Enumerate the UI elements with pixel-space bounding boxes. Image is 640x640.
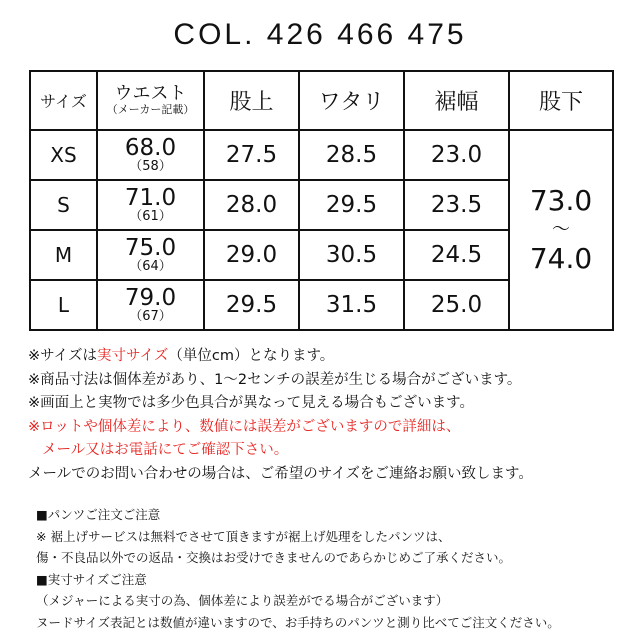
header-waist-label: ウエスト bbox=[114, 83, 187, 105]
note-unit-prefix: ※サイズは bbox=[28, 348, 97, 364]
size-label: S bbox=[30, 180, 97, 230]
note-unit bbox=[28, 345, 628, 369]
waist-value: 79.0 bbox=[124, 285, 177, 311]
size-label: M bbox=[30, 230, 97, 280]
waist-value: 75.0 bbox=[124, 235, 177, 261]
note-unit-suffix: （単位cm）となります。 bbox=[168, 348, 335, 364]
waist-maker-value: （64） bbox=[129, 259, 172, 274]
size-table bbox=[29, 70, 614, 331]
inseam-tilde: ～ bbox=[552, 218, 570, 240]
pants-notice-header: ■パンツご注文ご注意 bbox=[36, 507, 161, 522]
waist-maker-value: （61） bbox=[129, 209, 172, 224]
rise-value: 28.0 bbox=[204, 180, 299, 230]
note-lot-warning: ※ロットや個体差により、数値には誤差がございますので詳細は、 bbox=[28, 418, 461, 435]
header-waist-note: （メーカー記載） bbox=[106, 103, 195, 117]
size-label: XS bbox=[30, 130, 97, 180]
header-rise: 股上 bbox=[204, 71, 299, 130]
pants-notice-line: 傷・不良品以外での返品・交換はお受けできませんのであらかじめご了承ください。 bbox=[36, 550, 512, 565]
waist-value: 68.0 bbox=[124, 135, 177, 161]
header-thigh: ワタリ bbox=[299, 71, 404, 130]
note-unit-highlight: 実寸サイズ bbox=[97, 348, 169, 364]
header-inseam: 股下 bbox=[509, 71, 613, 130]
header-size: サイズ bbox=[30, 71, 97, 130]
thigh-value: 30.5 bbox=[299, 230, 404, 280]
size-label: L bbox=[30, 280, 97, 330]
table-header-row bbox=[30, 71, 613, 130]
waist-cell bbox=[97, 130, 204, 180]
size-notice-header: ■実寸サイズご注意 bbox=[36, 571, 147, 587]
hem-value: 23.0 bbox=[404, 130, 509, 180]
waist-cell bbox=[97, 280, 204, 330]
thigh-value: 29.5 bbox=[299, 180, 404, 230]
hem-value: 25.0 bbox=[404, 280, 509, 330]
waist-cell bbox=[97, 230, 204, 280]
hem-value: 23.5 bbox=[404, 180, 509, 230]
note-color: ※画面上と実物では多少色具合が異なって見える場合もございます。 bbox=[28, 395, 474, 411]
inseam-max: 74.0 bbox=[529, 242, 593, 276]
waist-maker-value: （67） bbox=[129, 309, 172, 324]
inseam-min: 73.0 bbox=[529, 183, 593, 217]
rise-value: 29.5 bbox=[204, 280, 299, 330]
order-notices bbox=[36, 504, 636, 633]
pants-notice-line: ※ 裾上げサービスは無料でさせて頂きますが裾上げ処理をしたパンツは、 bbox=[36, 528, 451, 544]
waist-maker-value: （58） bbox=[129, 159, 172, 174]
rise-value: 27.5 bbox=[204, 130, 299, 180]
page-title: COL. 426 466 475 bbox=[173, 18, 467, 51]
note-email-request: メールでのお問い合わせの場合は、ご希望のサイズをご連絡お願い致します。 bbox=[28, 465, 533, 482]
rise-value: 29.0 bbox=[204, 230, 299, 280]
hem-value: 24.5 bbox=[404, 230, 509, 280]
thigh-value: 31.5 bbox=[299, 280, 404, 330]
note-contact-warning: メール又はお電話にてご確認下さい。 bbox=[42, 442, 289, 458]
waist-cell bbox=[97, 180, 204, 230]
thigh-value: 28.5 bbox=[299, 130, 404, 180]
table-row bbox=[30, 130, 613, 180]
waist-value: 71.0 bbox=[124, 185, 177, 211]
inseam-cell bbox=[509, 130, 613, 330]
note-tolerance: ※商品寸法は個体差があり、1～2センチの誤差が生じる場合がございます。 bbox=[28, 371, 522, 388]
header-waist bbox=[97, 71, 204, 130]
header-hem: 裾幅 bbox=[404, 71, 509, 130]
size-notice-line: （メジャーによる実寸の為、個体差により誤差がでる場合がございます） bbox=[36, 593, 449, 608]
size-notice-line: ヌードサイズ表記とは数値が違いますので、お手持ちのパンツと測り比べてご注文ください。 bbox=[36, 614, 560, 630]
size-notes bbox=[28, 345, 628, 486]
